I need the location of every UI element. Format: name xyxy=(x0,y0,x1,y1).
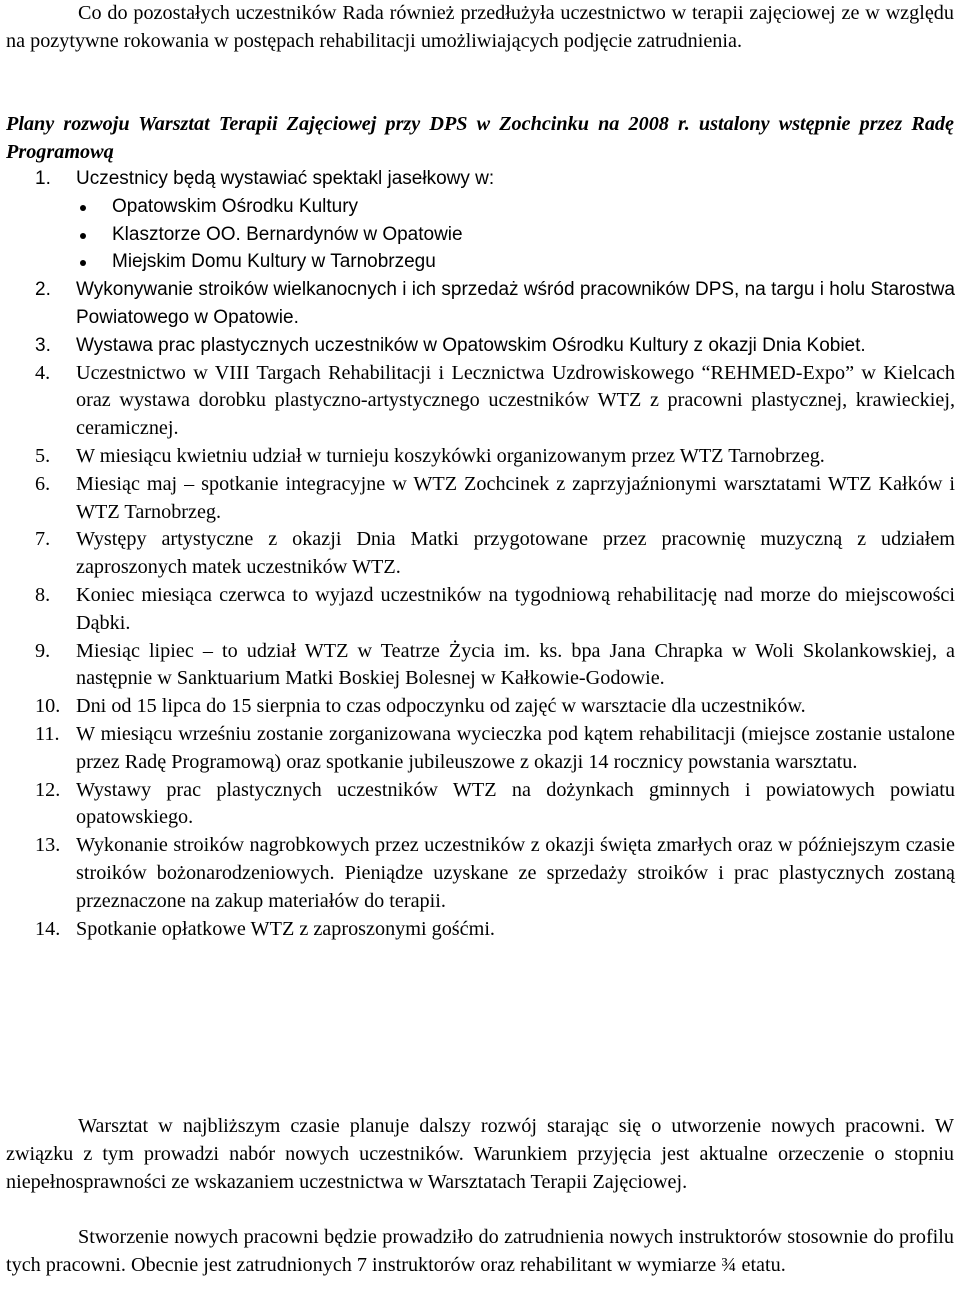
plan-item-number: 9. xyxy=(35,639,51,662)
plan-item-text: Spotkanie opłatkowe WTZ z zaproszonymi gośćmi. xyxy=(76,917,495,940)
plan-item-text: Wykonanie stroików nagrobkowych przez uczestników z okazji święta zmarłych oraz w późniejszym czasie stroików bożonarodzeniowych. Pieniądze uzyskane ze sprzedaży stroików i prac plastycznych zostaną przeznaczone na zakup materiałów do terapii. xyxy=(76,834,955,912)
plan-item-text: Dni od 15 lipca do 15 sierpnia to czas odpoczynku od zajęć w warsztacie dla uczestników. xyxy=(76,695,806,718)
venue-name: Miejskim Domu Kultury w Tarnobrzegu xyxy=(112,251,436,273)
plan-item-text: Uczestnicy będą wystawiać spektakl jasełkowy w: xyxy=(76,168,495,189)
venue-name: Opatowskim Ośrodku Kultury xyxy=(112,195,359,217)
plan-item-number: 10. xyxy=(35,695,61,718)
plan-item xyxy=(35,916,955,944)
plan-item xyxy=(35,582,955,638)
plan-item-text: Uczestnictwo w VIII Targach Rehabilitacji i Lecznictwa Uzdrowiskowego “REHMED-Expo” w Kielcach oraz wystawa dorobku plastyczno-artystycznego uczestników WTZ z pracowni plastycznej, krawieckiej, ceramicznej. xyxy=(76,361,955,440)
plan-item-number: 2. xyxy=(35,279,51,301)
plan-item xyxy=(35,832,955,915)
plan-item-number: 13. xyxy=(35,834,61,857)
plan-item-number: 3. xyxy=(35,334,51,356)
plan-item-number: 14. xyxy=(35,917,61,940)
plan-item-number: 11. xyxy=(35,722,60,745)
plan-item-number: 5. xyxy=(35,444,51,467)
plan-item-number: 6. xyxy=(35,472,51,495)
plan-item-number: 12. xyxy=(35,778,61,801)
plan-item xyxy=(35,638,955,694)
plan-item xyxy=(35,360,955,443)
plan-item-text: Miesiąc maj – spotkanie integracyjne w WTZ Zochcinek z zaprzyjaźnionymi warsztatami WTZ Kałków i WTZ Tarnobrzeg. xyxy=(76,472,955,523)
plan-item-text: Miesiąc lipiec – to udział WTZ w Teatrze Życia im. ks. bpa Jana Chrapka w Woli Skolankowskiej, a następnie w Sanktuarium Matki Boskiej Bolesnej w Kałkowie-Godowie. xyxy=(76,639,955,690)
closing-paragraph-2: Stworzenie nowych pracowni będzie prowadziło do zatrudnienia nowych instruktorów stosownie do profilu tych pracowni. Obecnie jest zatrudnionych 7 instruktorów oraz rehabilitant w wymiarze ¾ etatu. xyxy=(6,1226,954,1276)
venue-bullet-list xyxy=(76,193,955,276)
plan-item-text: Koniec miesiąca czerwca to wyjazd uczestników na tygodniową rehabilitację nad morze do miejscowości Dąbki. xyxy=(76,583,955,634)
closing-paragraph-1: Warsztat w najbliższym czasie planuje dalszy rozwój starając się o utworzenie nowych pracowni. W związku z tym prowadzi nabór nowych uczestników. Warunkiem przyjęcia jest aktualne orzeczenie o stopniu niepełnosprawności ze wskazaniem uczestnictwa w Warsztatach Terapii Zajęciowej. xyxy=(6,1115,954,1193)
bullet-icon xyxy=(80,260,86,266)
venue-name: Klasztorze OO. Bernardynów w Opatowie xyxy=(112,223,463,245)
plan-item-text: Wystawy prac plastycznych uczestników WTZ na dożynkach gminnych i powiatowych powiatu opatowskiego. xyxy=(76,778,955,829)
bullet-icon xyxy=(80,205,86,211)
plan-item-text: W miesiącu kwietniu udział w turnieju koszykówki organizowanym przez WTZ Tarnobrzeg. xyxy=(76,444,825,467)
plan-item-text: Wystawa prac plastycznych uczestników w Opatowskim Ośrodku Kultury z okazji Dnia Kobiet. xyxy=(76,334,866,356)
plan-item xyxy=(35,721,955,777)
plan-item xyxy=(35,276,955,332)
plan-item xyxy=(35,443,955,471)
plan-item-number: 7. xyxy=(35,528,51,551)
intro-paragraph: Co do pozostałych uczestników Rada również przedłużyła uczestnictwo w terapii zajęciowej ze w względu na pozytywne rokowania w postępach rehabilitacji umożliwiających podjęcie zatrudnienia. xyxy=(6,2,954,52)
plan-item-number: 8. xyxy=(35,583,51,606)
plan-item-text: Wykonywanie stroików wielkanocnych i ich sprzedaż wśród pracowników DPS, na targu i holu Starostwa Powiatowego w Opatowie. xyxy=(76,279,955,328)
plan-item xyxy=(35,693,955,721)
bullet-icon xyxy=(80,233,86,239)
venue-bullet-item xyxy=(76,193,955,221)
plan-item-number: 4. xyxy=(35,361,51,384)
plan-item xyxy=(35,777,955,833)
plan-item-text: W miesiącu wrześniu zostanie zorganizowana wycieczka pod kątem rehabilitacji (miejsce zostanie ustalone przez Radę Programową) oraz spotkanie jubileuszowe z okazji 14 rocznicy powstania warsztatu. xyxy=(76,722,955,773)
plan-item-text: Występy artystyczne z okazji Dnia Matki przygotowane przez pracownię muzyczną z udziałem zaproszonych matek uczestników WTZ. xyxy=(76,528,955,579)
plan-item xyxy=(35,165,955,276)
venue-bullet-item xyxy=(76,248,955,276)
venue-bullet-item xyxy=(76,221,955,249)
plans-list xyxy=(35,165,955,943)
plans-heading: Plany rozwoju Warsztat Terapii Zajęciowej przy DPS w Zochcinku na 2008 r. ustalony wstępnie przez Radę Programową xyxy=(6,113,954,163)
plan-item xyxy=(35,332,955,360)
plan-item-number: 1. xyxy=(35,168,51,189)
plan-item xyxy=(35,526,955,582)
plan-item xyxy=(35,471,955,527)
